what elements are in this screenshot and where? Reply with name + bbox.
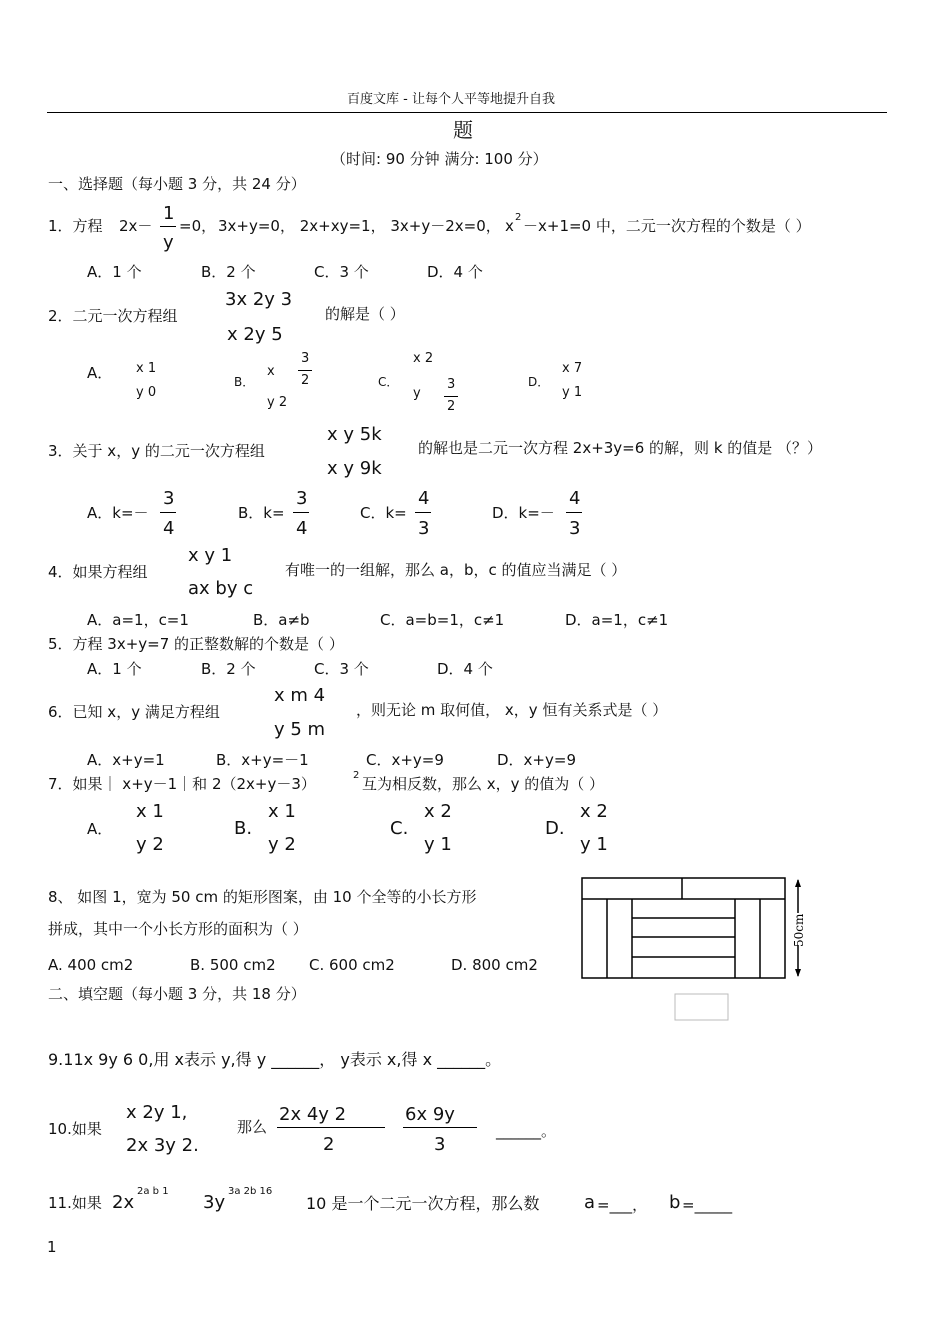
- q3-option-b-bar: [293, 512, 309, 513]
- q8-option-d: D. 800 cm2: [451, 956, 538, 974]
- q8-option-c: C. 600 cm2: [309, 956, 395, 974]
- q2-option-a-line1: x 1: [136, 361, 157, 376]
- q6-suffix: ，则无论 m 取何值， x，y 恒有关系式是（ ）: [356, 701, 668, 719]
- q7-option-d-line2: y 1: [580, 834, 608, 855]
- q4-option-d: D．a=1，c≠1: [565, 611, 669, 629]
- q10-prefix: 10.如果: [48, 1120, 102, 1138]
- q2-option-d-label: D．: [528, 375, 550, 389]
- q10-frac1-den: 2: [323, 1134, 335, 1155]
- dimension-arrow-bottom: [795, 969, 801, 977]
- q2-option-b-bar: [298, 370, 312, 371]
- q7-text-end: 互为相反数，那么 x，y 的值为（ ）: [362, 775, 605, 793]
- q6-prefix: 6．已知 x，y 满足方程组: [48, 703, 220, 721]
- q11-term1-exponent: 2a b 1: [137, 1186, 169, 1197]
- q3-option-d-den: 3: [569, 518, 581, 539]
- q6-system-line1: x m 4: [274, 685, 326, 706]
- q3-option-d-bar: [566, 512, 582, 513]
- q10-system-line1: x 2y 1,: [126, 1102, 188, 1123]
- q5-option-a: A．1 个: [87, 660, 142, 678]
- q11-text: 10 是一个二元一次方程，那么数: [306, 1194, 540, 1213]
- q2-option-c-y: y: [413, 386, 421, 401]
- q1-x-sup: 2: [515, 212, 522, 223]
- q10-frac1-num: 2x 4y 2: [279, 1104, 347, 1125]
- q7-option-b-line1: x 1: [268, 801, 296, 822]
- q2-option-d-line1: x 7: [562, 361, 583, 376]
- q2-system-line2: x 2y 5: [227, 324, 283, 345]
- dimension-label: 50cm: [792, 913, 806, 947]
- q7-option-b-label: B.: [234, 818, 253, 839]
- q3-system-line1: x y 5k: [327, 424, 382, 445]
- q1-frac-bar: [160, 226, 176, 227]
- q2-suffix: 的解是（ ）: [325, 305, 405, 323]
- q10-system-line2: 2x 3y 2.: [126, 1135, 199, 1156]
- q5-option-d: D．4 个: [437, 660, 493, 678]
- q10-frac1-bar: [277, 1127, 385, 1128]
- rectangle-pattern-figure: [580, 877, 812, 1022]
- q6-system-line2: y 5 m: [274, 719, 326, 740]
- q1-eq1-end: =0，: [179, 217, 217, 235]
- q7-option-a-line2: y 2: [136, 834, 164, 855]
- q10-mid: 那么: [237, 1118, 268, 1136]
- q2-option-d-line2: y 1: [562, 385, 583, 400]
- q7-option-a-line1: x 1: [136, 801, 164, 822]
- q10-frac2-bar: [403, 1127, 477, 1128]
- header-rule: [47, 112, 887, 113]
- dimension-arrow-top: [795, 879, 801, 887]
- q7-option-d-label: D.: [545, 818, 565, 839]
- q6-option-b: B．x+y=－1: [216, 751, 309, 769]
- q2-option-c-x: x 2: [413, 351, 434, 366]
- q3-option-a-bar: [160, 512, 176, 513]
- question-9: 9.11x 9y 6 0,用 x表示 y,得 y ______， y表示 x,得 x ______。: [48, 1050, 502, 1069]
- q4-prefix: 4．如果方程组: [48, 563, 148, 581]
- q8-line2: 拼成，其中一个小长方形的面积为（ ）: [48, 920, 308, 938]
- q1-x: x: [505, 217, 514, 235]
- q7-option-d-line1: x 2: [580, 801, 608, 822]
- q1-option-c: C．3 个: [314, 263, 369, 281]
- q3-option-a-label: A．k=－: [87, 504, 149, 522]
- q5-text: 5．方程 3x+y=7 的正整数解的个数是（ ）: [48, 635, 344, 653]
- q3-option-b-num: 3: [296, 488, 308, 509]
- q2-option-c-bar: [444, 396, 458, 397]
- q4-option-b: B．a≠b: [253, 611, 310, 629]
- q7-option-c-line1: x 2: [424, 801, 452, 822]
- q3-option-a-num: 3: [163, 488, 175, 509]
- q1-equations: 3x+y=0， 2x+xy=1， 3x+y－2x=0，: [218, 217, 501, 235]
- q8-option-b: B. 500 cm2: [190, 956, 276, 974]
- section-heading-choice: 一、选择题（每小题 3 分，共 24 分）: [48, 175, 306, 193]
- q5-option-b: B．2 个: [201, 660, 256, 678]
- q11-a-blank: =___，: [597, 1196, 648, 1214]
- q5-option-c: C．3 个: [314, 660, 369, 678]
- q7-superscript: 2: [353, 770, 360, 781]
- q3-option-c-den: 3: [418, 518, 430, 539]
- q1-frac-den: y: [163, 232, 174, 253]
- q11-term1: 2x: [112, 1192, 135, 1213]
- q4-suffix: 有唯一的一组解，那么 a，b，c 的值应当满足（ ）: [285, 561, 627, 579]
- q3-suffix: 的解也是二元一次方程 2x+3y=6 的解，则 k 的值是 （？）: [418, 439, 823, 457]
- q2-option-a-label: A．: [87, 364, 113, 382]
- q4-option-a: A．a=1，c=1: [87, 611, 189, 629]
- q2-option-c-label: C．: [378, 375, 399, 389]
- q7-option-c-line2: y 1: [424, 834, 452, 855]
- section-heading-fill: 二、填空题（每小题 3 分，共 18 分）: [48, 985, 306, 1003]
- outer-rectangle: [582, 878, 785, 978]
- q1-prefix: 1．方程: [48, 217, 103, 235]
- q11-prefix: 11.如果: [48, 1194, 102, 1212]
- q6-option-a: A．x+y=1: [87, 751, 165, 769]
- q10-frac2-num: 6x 9y: [405, 1104, 455, 1125]
- q2-system-line1: 3x 2y 3: [225, 289, 293, 310]
- q2-option-b-label: B．: [234, 375, 255, 389]
- q4-system-line2: ax by c: [188, 578, 254, 599]
- q3-system-line2: x y 9k: [327, 458, 382, 479]
- q3-option-c-num: 4: [418, 488, 430, 509]
- q11-term2-exponent: 3a 2b 16: [228, 1186, 273, 1197]
- q4-option-c: C．a=b=1，c≠1: [380, 611, 505, 629]
- q3-option-b-den: 4: [296, 518, 308, 539]
- q1-eq1-part: 2x－: [119, 217, 153, 235]
- q3-option-d-num: 4: [569, 488, 581, 509]
- page-title: 题: [453, 118, 473, 142]
- q2-option-c-den: 2: [447, 399, 456, 414]
- q6-option-d: D．x+y=9: [497, 751, 576, 769]
- q11-term2: 3y: [203, 1192, 226, 1213]
- q3-option-a-den: 4: [163, 518, 175, 539]
- q2-option-b-y: y 2: [267, 395, 288, 410]
- q7-option-c-label: C.: [390, 818, 409, 839]
- q2-option-b-x: x: [267, 364, 275, 379]
- q2-option-b-den: 2: [301, 373, 310, 388]
- q1-option-a: A．1 个: [87, 263, 142, 281]
- q2-option-c-num: 3: [447, 377, 456, 392]
- q2-option-b-num: 3: [301, 351, 310, 366]
- q10-blank: ______。: [496, 1122, 557, 1140]
- q1-question-end: －x+1=0 中，二元一次方程的个数是（ ）: [523, 217, 811, 235]
- q11-b-label: b: [669, 1192, 681, 1213]
- q8-option-a: A. 400 cm2: [48, 956, 134, 974]
- q3-option-b-label: B．k=: [238, 504, 285, 522]
- q1-frac-num: 1: [163, 203, 175, 224]
- q2-prefix: 2．二元一次方程组: [48, 307, 178, 325]
- q4-system-line1: x y 1: [188, 545, 233, 566]
- q6-option-c: C．x+y=9: [366, 751, 444, 769]
- q3-option-d-label: D．k=－: [492, 504, 555, 522]
- q11-a-label: a: [584, 1192, 596, 1213]
- site-header: 百度文库 - 让每个人平等地提升自我: [347, 92, 555, 107]
- q2-option-a-line2: y 0: [136, 385, 157, 400]
- q7-option-b-line2: y 2: [268, 834, 296, 855]
- q8-line1: 8、 如图 1，宽为 50 cm 的矩形图案，由 10 个全等的小长方形: [48, 888, 477, 906]
- q3-option-c-label: C．k=: [360, 504, 407, 522]
- q10-frac2-den: 3: [434, 1134, 446, 1155]
- q1-option-d: D．4 个: [427, 263, 483, 281]
- page-number: 1: [47, 1238, 57, 1256]
- q7-option-a-label: A．: [87, 820, 113, 838]
- q7-text-start: 7．如果｜ x+y－1｜和 2（2x+y－3）: [48, 775, 316, 793]
- q3-prefix: 3．关于 x，y 的二元一次方程组: [48, 442, 265, 460]
- q11-b-blank: =_____: [682, 1196, 733, 1214]
- q1-option-b: B．2 个: [201, 263, 256, 281]
- q3-option-c-bar: [415, 512, 431, 513]
- figure-caption-box: [675, 994, 728, 1020]
- exam-info: （时间: 90 分钟 满分: 100 分）: [331, 150, 548, 168]
